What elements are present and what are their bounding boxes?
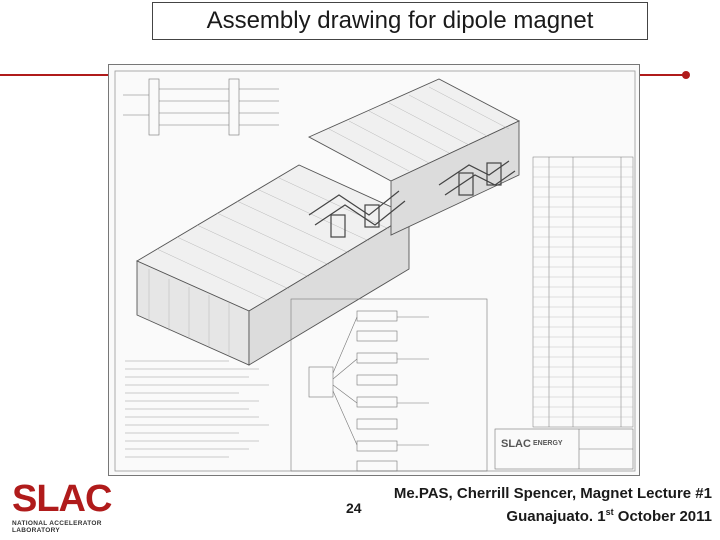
footer-line-2: [394, 503, 712, 526]
footer-line-2-prefix: Guanajuato. 1: [506, 508, 606, 525]
slac-logo-subtitle: NATIONAL ACCELERATOR LABORATORY: [12, 520, 102, 534]
footer-line-2-sup: st: [605, 507, 614, 517]
drawing-notes: [125, 361, 269, 457]
slac-logo-letters: SLAC: [12, 478, 112, 520]
header-rule-dot: [682, 71, 690, 79]
footer-line-1: Me.PAS, Cherrill Spencer, Magnet Lecture #1: [393, 485, 712, 502]
magnet-body-left: [137, 165, 409, 365]
assembly-drawing-graphic: [109, 65, 641, 477]
slide-title: Assembly drawing for dipole magnet: [206, 7, 594, 34]
slide-footer: [394, 484, 712, 526]
assembly-drawing: [108, 64, 640, 476]
slac-logo: [12, 480, 146, 532]
title-block-partner: ENERGY: [533, 440, 563, 447]
parts-list-table: [533, 157, 633, 427]
schematic-detail-bottom: [291, 299, 487, 471]
parts-list-rows: [533, 167, 633, 417]
schematic-detail-top: [123, 79, 279, 135]
page-number: 24: [346, 500, 362, 516]
slide-title-box: [152, 2, 648, 40]
title-block-logo: SLAC: [501, 438, 531, 450]
footer-line-2-suffix: October 2011: [613, 508, 712, 525]
